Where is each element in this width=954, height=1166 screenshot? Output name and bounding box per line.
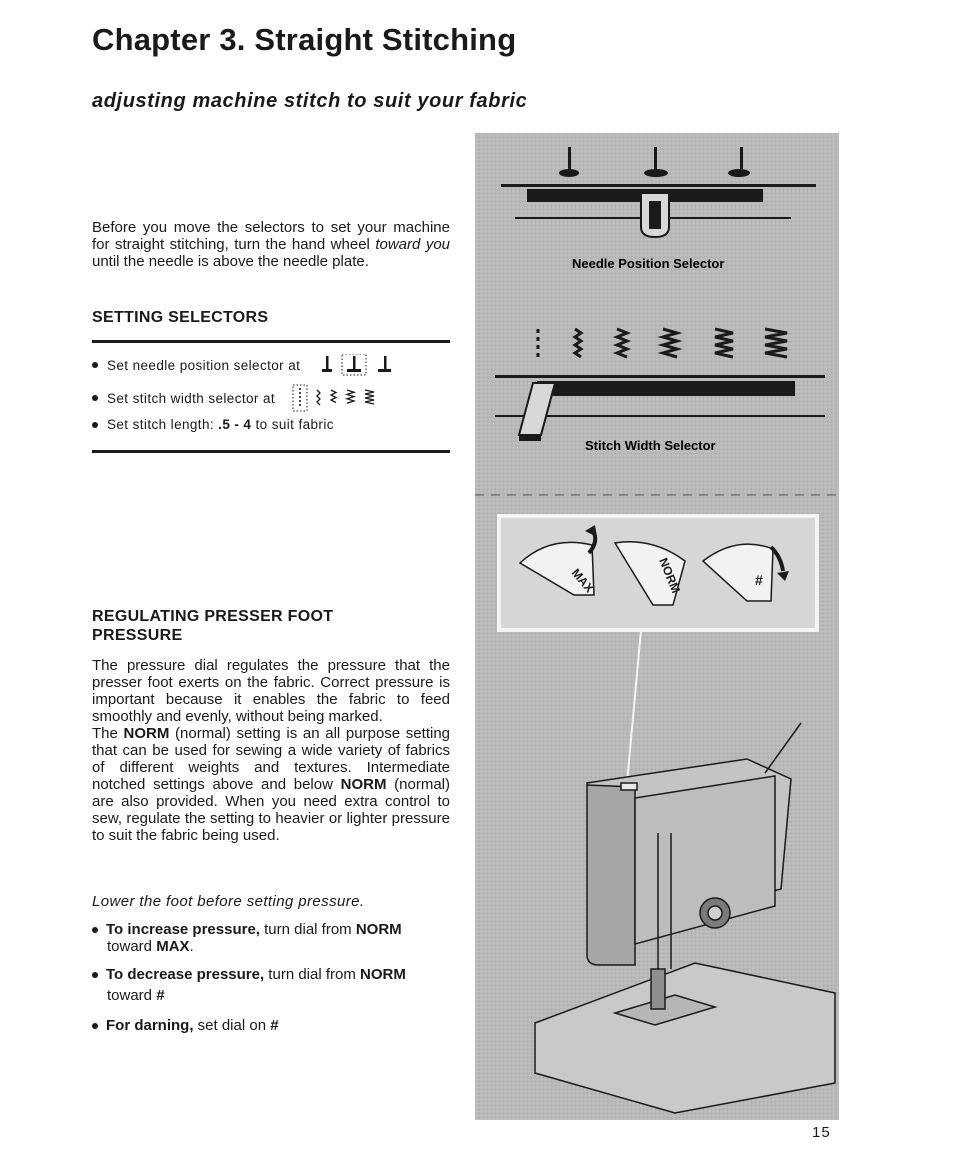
needle-selector-item — [92, 354, 402, 376]
decrease-pressure-item: To decrease pressure, turn dial from NORM toward # — [92, 966, 452, 1004]
width-selector-item — [92, 384, 411, 412]
stitch-length-item — [92, 417, 334, 432]
stitch-width-icon — [291, 384, 411, 412]
setting-selectors-heading: SETTING SELECTORS — [92, 309, 269, 326]
darning-item: For darning, set dial on # — [92, 1017, 452, 1034]
lower-foot-note: Lower the foot before setting pressure. — [92, 893, 365, 910]
bottom-rule — [92, 450, 450, 453]
machine-illustration — [475, 133, 839, 1120]
needle-position-label: Needle Position Selector — [572, 256, 725, 271]
top-rule — [92, 340, 450, 343]
pressure-dial-inset — [499, 516, 817, 630]
width-selector-text: Set stitch width selector at — [107, 390, 276, 406]
dial-darn-label: # — [755, 572, 763, 588]
pressure-paragraph-2: The NORM (normal) setting is an all purpose setting that can be used for sewing a wide variety of fabrics of different weights and textures. Intermediate notched settings above and below NORM (normal) are also provided. When you need extra control to sew, regulate the setting to heavier or lighter pressure to suit the fabric being used. — [92, 725, 451, 844]
stitch-length-value: .5 - 4 — [218, 417, 252, 432]
dial-max-label: MAX — [568, 565, 597, 596]
stitch-length-text: Set stitch length: — [107, 417, 219, 432]
regulating-heading: REGULATING PRESSER FOOT PRESSURE — [92, 608, 334, 644]
dial-norm-label: NORM — [656, 555, 683, 596]
page-number: 15 — [812, 1124, 831, 1141]
chapter-title: Chapter 3. Straight Stitching — [92, 22, 517, 57]
section-subtitle: adjusting machine stitch to suit your fabric — [92, 90, 528, 112]
needle-position-icon — [322, 354, 402, 376]
regulating-body — [92, 657, 450, 844]
increase-pressure-item: To increase pressure, turn dial from NORM toward MAX. — [92, 921, 452, 955]
intro-paragraph: Before you move the selectors to set your machine for straight stitching, turn the hand wheel toward you until the needle is above the needle plate. — [92, 219, 451, 270]
stitch-length-suffix: to suit fabric — [251, 417, 334, 432]
stitch-width-label: Stitch Width Selector — [585, 438, 716, 453]
needle-selector-text: Set needle position selector at — [107, 357, 301, 373]
pressure-paragraph-1: The pressure dial regulates the pressure that the presser foot exerts on the fabric. Correct pressure is important because it enables the fabric to feed smoothly and evenly, without being marked. — [92, 657, 450, 725]
